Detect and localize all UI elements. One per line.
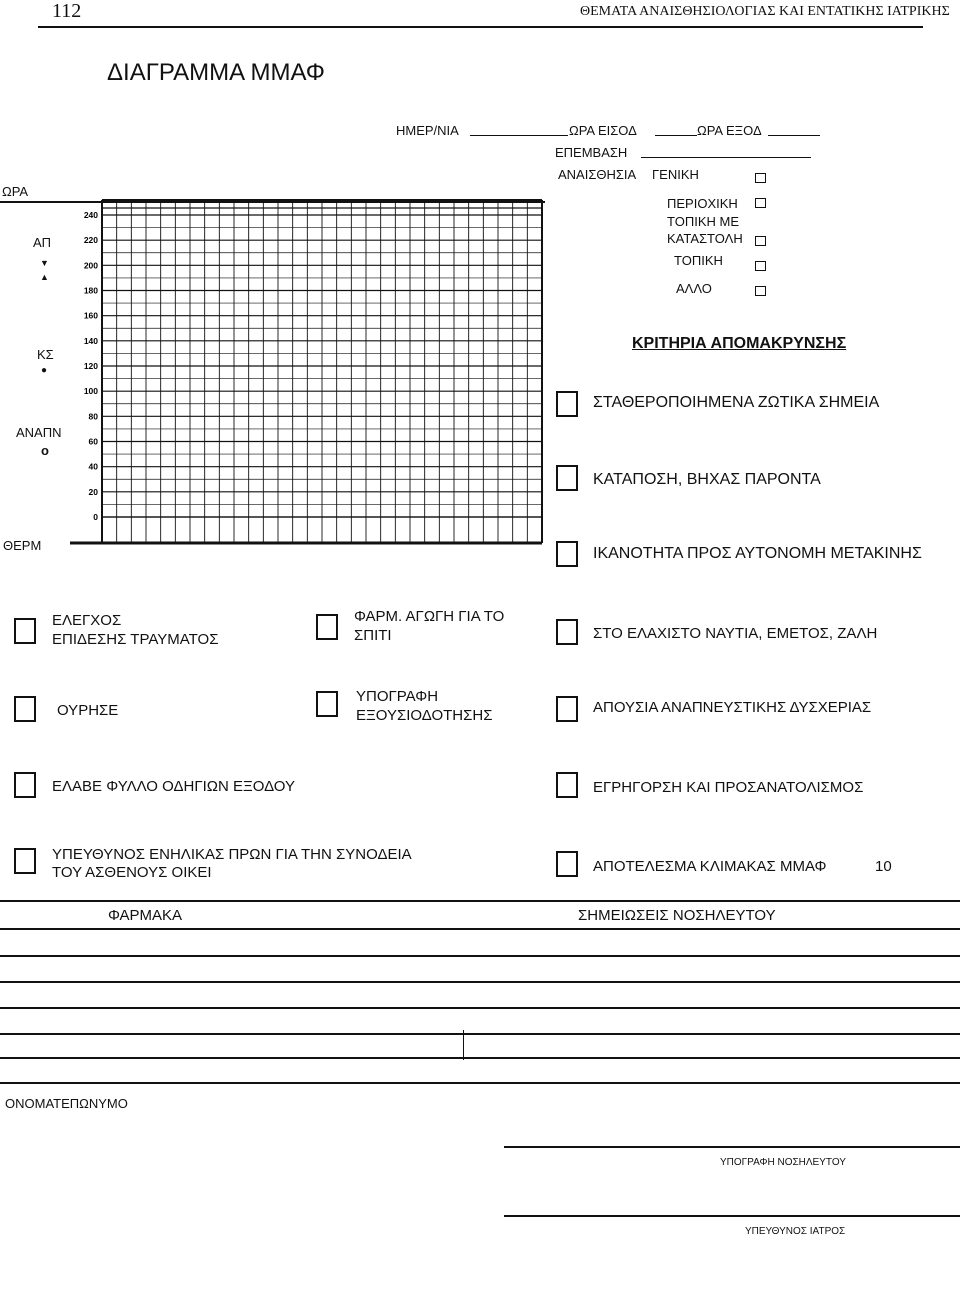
- home-meds-label-1: ΦΑΡΜ. ΑΓΩΓΗ ΓΙΑ ΤΟ: [354, 608, 505, 625]
- vitals-chart-grid[interactable]: [70, 185, 548, 555]
- time-in-line[interactable]: [655, 135, 697, 136]
- anesthesia-local-sed-label-2: ΚΑΤΑΣΤΟΛΗ: [667, 231, 743, 246]
- doctor-signature-label: ΥΠΕΥΘΥΝΟΣ ΙΑΤΡΟΣ: [745, 1226, 846, 1237]
- anesthesia-local-sed-label-1: ΤΟΠΙΚΗ ΜΕ: [667, 214, 739, 229]
- nurse-signature-line[interactable]: [504, 1146, 960, 1148]
- consent-label-2: ΕΞΟΥΣΙΟΔΟΤΗΣΗΣ: [356, 707, 493, 724]
- urinated-label: ΟΥΡΗΣΕ: [57, 702, 119, 719]
- note-divider: [463, 1030, 464, 1060]
- urinated-checkbox[interactable]: [14, 696, 36, 722]
- date-line[interactable]: [470, 135, 568, 136]
- criteria-mobility-label: ΙΚΑΝΟΤΗΤΑ ΠΡΟΣ ΑΥΤΟΝΟΜΗ ΜΕΤΑΚΙΝΗΣ: [593, 545, 922, 562]
- anesthesia-regional-label: ΠΕΡΙΟΧΙΚΗ: [667, 196, 738, 211]
- escort-checkbox[interactable]: [14, 848, 36, 874]
- y-tick-label: 120: [83, 361, 98, 371]
- criteria-nausea-checkbox[interactable]: [556, 619, 578, 645]
- y-tick-label: 240: [83, 210, 98, 220]
- y-tick-label: 180: [83, 285, 98, 296]
- y-tick-label: 200: [83, 260, 98, 271]
- discharge-sheet-checkbox[interactable]: [14, 772, 36, 798]
- time-row-label: ΩΡΑ: [2, 184, 29, 199]
- running-title: ΘΕΜΑΤΑ ΑΝΑΙΣΘΗΣΙΟΛΟΓΙΑΣ ΚΑΙ ΕΝΤΑΤΙΚΗΣ ΙΑΤΡΙΚΗΣ: [580, 4, 950, 19]
- bp-down-symbol: ▼: [40, 258, 49, 268]
- wound-check-label-2: ΕΠΙΔΕΣΗΣ ΤΡΑΥΜΑΤΟΣ: [52, 631, 219, 648]
- criteria-swallow-checkbox[interactable]: [556, 465, 578, 491]
- anesthesia-other-label: ΑΛΛΟ: [676, 281, 712, 296]
- consent-checkbox[interactable]: [316, 691, 338, 717]
- note-line-6[interactable]: [0, 1057, 960, 1059]
- header-rule: [38, 26, 923, 28]
- y-tick-label: 220: [83, 235, 98, 246]
- note-line-7[interactable]: [0, 1082, 960, 1084]
- criteria-nausea-label: ΣΤΟ ΕΛΑΧΙΣΤΟ ΝΑΥΤΙΑ, ΕΜΕΤΟΣ, ΖΑΛΗ: [593, 625, 878, 642]
- discharge-sheet-label: ΕΛΑΒΕ ΦΥΛΛΟ ΟΔΗΓΙΩΝ ΕΞΟΔΟΥ: [52, 778, 295, 795]
- criteria-respiratory-label: ΑΠΟΥΣΙΑ ΑΝΑΠΝΕΥΣΤΙΚΗΣ ΔΥΣΧΕΡΙΑΣ: [593, 699, 872, 716]
- criteria-swallow-label: ΚΑΤΑΠΟΣΗ, ΒΗΧΑΣ ΠΑΡΟΝΤΑ: [593, 471, 821, 488]
- resp-symbol: ο: [41, 443, 49, 458]
- criteria-alertness-label: ΕΓΡΗΓΟΡΣΗ ΚΑΙ ΠΡΟΣΑΝΑΤΟΛΙΣΜΟΣ: [593, 779, 864, 796]
- operation-line[interactable]: [641, 157, 811, 158]
- criteria-vitals-checkbox[interactable]: [556, 391, 578, 417]
- escort-label-2: ΤΟΥ ΑΣΘΕΝΟΥΣ ΟΙΚΕΙ: [52, 864, 212, 881]
- anesthesia-local-checkbox[interactable]: [755, 261, 766, 271]
- hr-label: ΚΣ: [37, 347, 54, 362]
- temp-label: ΘΕΡΜ: [3, 538, 42, 553]
- criteria-respiratory-checkbox[interactable]: [556, 696, 578, 722]
- y-tick-label: 80: [88, 411, 98, 422]
- nurse-notes-header: ΣΗΜΕΙΩΣΕΙΣ ΝΟΣΗΛΕΥΤΟΥ: [578, 907, 776, 924]
- y-tick-label: 160: [83, 310, 98, 321]
- nurse-signature-label: ΥΠΟΓΡΑΦΗ ΝΟΣΗΛΕΥΤΟΥ: [720, 1157, 846, 1168]
- criteria-vitals-label: ΣΤΑΘΕΡΟΠΟΙΗΜΕΝΑ ΖΩΤΙΚΑ ΣΗΜΕΙΑ: [593, 394, 880, 411]
- criteria-alertness-checkbox[interactable]: [556, 772, 578, 798]
- wound-check-label-1: ΕΛΕΓΧΟΣ: [52, 612, 122, 629]
- escort-label-1: ΥΠΕΥΘΥΝΟΣ ΕΝΗΛΙΚΑΣ ΠΡΩΝ ΓΙΑ ΤΗΝ ΣΥΝΟΔΕΙΑ: [52, 846, 412, 863]
- y-tick-label: 140: [83, 335, 98, 346]
- wound-check-checkbox[interactable]: [14, 618, 36, 644]
- time-out-label: ΩΡΑ ΕΞΟΔ: [697, 123, 762, 138]
- y-tick-label: 0: [93, 512, 98, 522]
- criteria-mobility-checkbox[interactable]: [556, 541, 578, 567]
- anesthesia-local-label: ΤΟΠΙΚΗ: [674, 253, 723, 268]
- hr-symbol: ●: [41, 365, 48, 376]
- anesthesia-general-checkbox[interactable]: [755, 173, 766, 183]
- bottom-top-rule: [0, 900, 960, 902]
- consent-label-1: ΥΠΟΓΡΑΦΗ: [356, 688, 439, 705]
- note-line-3[interactable]: [0, 981, 960, 983]
- date-label: ΗΜΕΡ/ΝΙΑ: [396, 123, 459, 138]
- note-line-1[interactable]: [0, 928, 960, 930]
- bp-up-symbol: ▲: [40, 272, 49, 282]
- score-label: ΑΠΟΤΕΛΕΣΜΑ ΚΛΙΜΑΚΑΣ ΜΜΑΦ: [593, 858, 827, 875]
- y-tick-label: 20: [88, 486, 98, 497]
- operation-label: ΕΠΕΜΒΑΣΗ: [555, 145, 628, 160]
- page-title: ΔΙΑΓΡΑΜΜΑ ΜΜΑΦ: [107, 59, 325, 86]
- time-in-label: ΩΡΑ ΕΙΣΟΔ: [569, 123, 637, 138]
- note-line-4[interactable]: [0, 1007, 960, 1009]
- note-line-2[interactable]: [0, 955, 960, 957]
- score-value: 10: [875, 858, 892, 875]
- bp-label: ΑΠ: [33, 235, 52, 250]
- y-tick-label: 60: [88, 436, 98, 447]
- time-out-line[interactable]: [768, 135, 820, 136]
- page-number: 112: [52, 0, 82, 22]
- doctor-signature-line[interactable]: [504, 1215, 960, 1217]
- home-meds-label-2: ΣΠΙΤΙ: [354, 627, 392, 644]
- home-meds-checkbox[interactable]: [316, 614, 338, 640]
- anesthesia-regional-checkbox[interactable]: [755, 198, 766, 208]
- anesthesia-general-label: ΓΕΝΙΚΗ: [652, 167, 699, 182]
- score-checkbox[interactable]: [556, 851, 578, 877]
- criteria-title: ΚΡΙΤΗΡΙΑ ΑΠΟΜΑΚΡΥΝΣΗΣ: [632, 335, 847, 352]
- note-line-5[interactable]: [0, 1033, 960, 1035]
- anesthesia-label: ΑΝΑΙΣΘΗΣΙΑ: [558, 167, 637, 182]
- patient-name-label: ΟΝΟΜΑΤΕΠΩΝΥΜΟ: [5, 1096, 128, 1111]
- y-tick-label: 40: [88, 461, 98, 472]
- resp-label: ΑΝΑΠΝ: [16, 425, 62, 440]
- y-tick-label: 100: [83, 386, 98, 397]
- anesthesia-other-checkbox[interactable]: [755, 286, 766, 296]
- drugs-header: ΦΑΡΜΑΚΑ: [108, 907, 183, 924]
- anesthesia-local-sed-checkbox[interactable]: [755, 236, 766, 246]
